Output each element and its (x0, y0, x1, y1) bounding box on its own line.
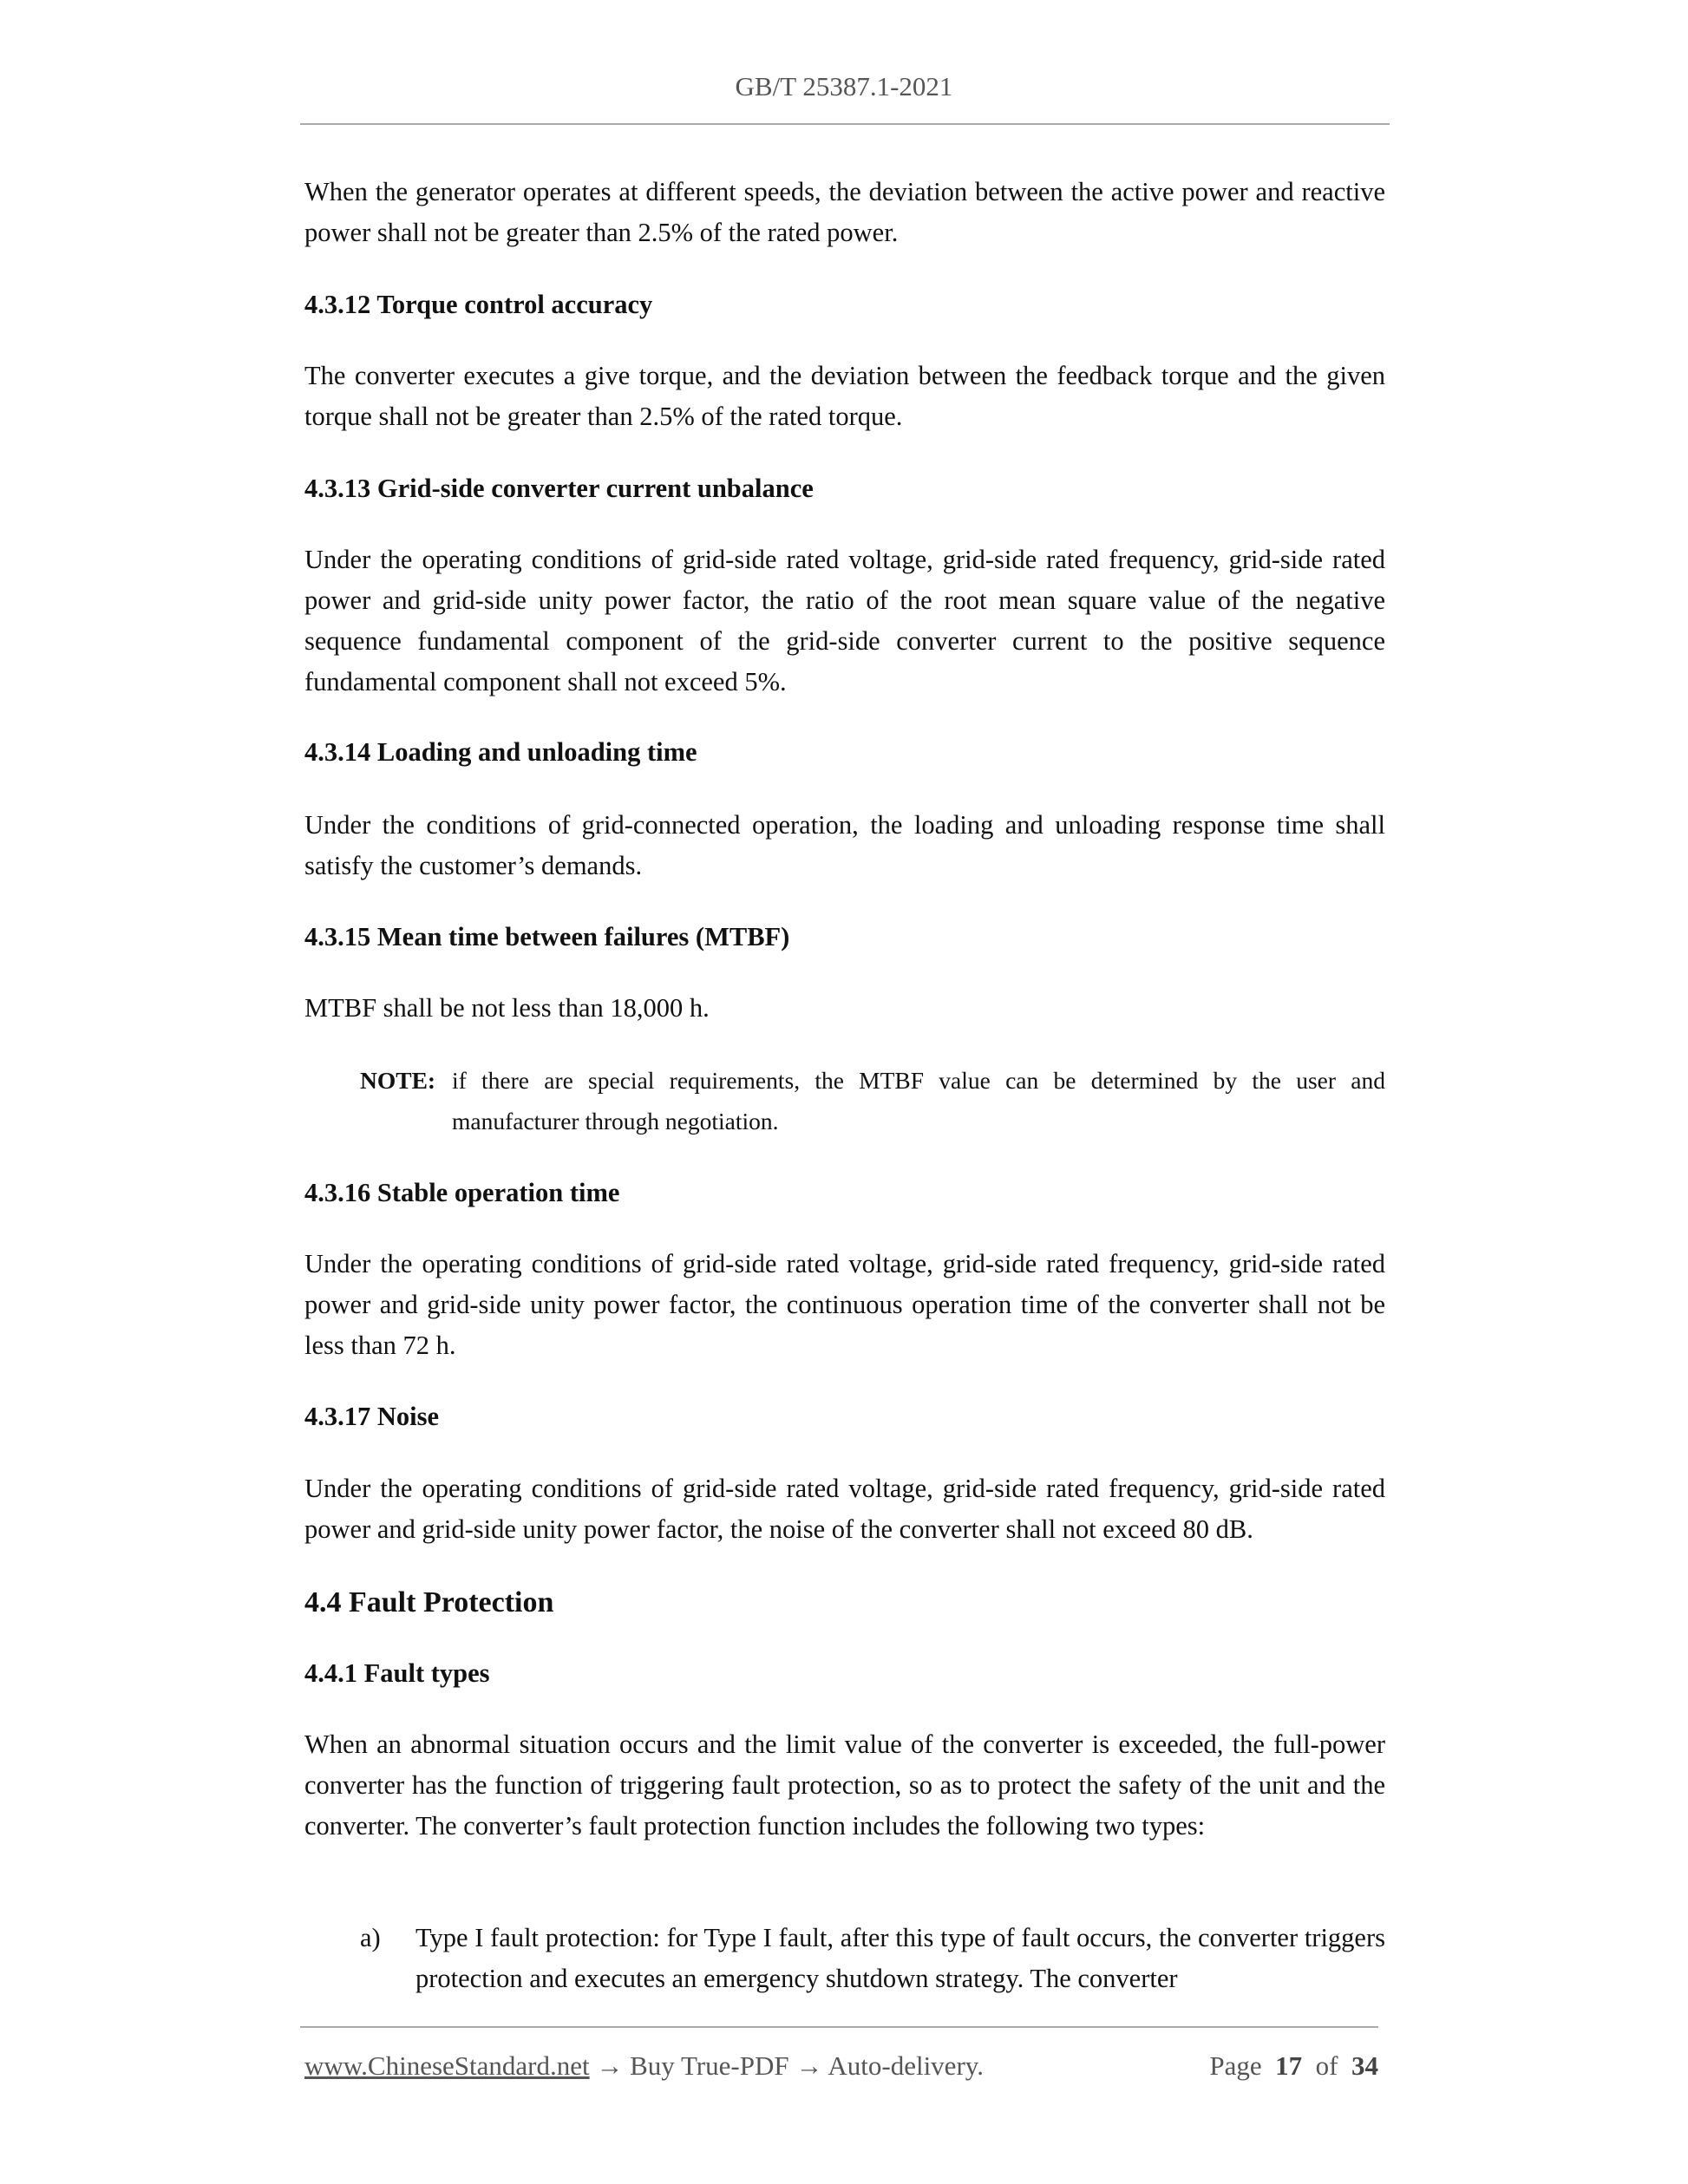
header-divider (300, 123, 1390, 125)
current-page: 17 (1275, 2050, 1303, 2081)
list-item-a (360, 1918, 1385, 1999)
list-item-text: Type I fault protection: for Type I fault, after this type of fault occurs, the converter triggers protection and executes an emergency shutdown strategy. The converter (415, 1923, 1385, 1993)
document-header: GB/T 25387.1-2021 (735, 71, 953, 101)
footer-promo-text: → Buy True-PDF → Auto-delivery. (589, 2050, 984, 2081)
of-word: of (1315, 2050, 1338, 2081)
heading-4-3-16: 4.3.16 Stable operation time (304, 1178, 620, 1207)
footer (304, 2047, 1378, 2085)
heading-4-3-13: 4.3.13 Grid-side converter current unbalance (304, 474, 814, 503)
paragraph: MTBF shall be not less than 18,000 h. (304, 993, 710, 1023)
heading-4-3-15: 4.3.15 Mean time between failures (MTBF) (304, 922, 790, 951)
note-text: if there are special requirements, the MTBF value can be determined by the user and manufacturer through negotiation. (452, 1067, 1385, 1135)
list-marker: a) (360, 1923, 381, 1952)
paragraph: Under the operating conditions of grid-side rated voltage, grid-side rated frequency, grid-side rated power and grid-side unity power factor, the noise of the converter shall not exceed 80 dB. (304, 1474, 1385, 1544)
paragraph: Under the operating conditions of grid-side rated voltage, grid-side rated frequency, grid-side rated power and grid-side unity power factor, the ratio of the root mean square value of the negative sequence fundamental component of the grid-side converter current to the positive sequence fundamental component shall not exceed 5%. (304, 545, 1385, 696)
note (360, 1060, 1385, 1141)
heading-4-4: 4.4 Fault Protection (304, 1586, 554, 1618)
paragraph: When an abnormal situation occurs and the limit value of the converter is exceeded, the full-power converter has the function of triggering fault protection, so as to protect the safety of the unit and the converter. The converter’s fault protection function includes the following two types: (304, 1730, 1385, 1841)
heading-4-3-14: 4.3.14 Loading and unloading time (304, 737, 697, 767)
paragraph: The converter executes a give torque, and the deviation between the feedback torque and the given torque shall not be greater than 2.5% of the rated torque. (304, 361, 1385, 431)
footer-divider (300, 2026, 1378, 2028)
footer-promo (304, 2047, 984, 2085)
website-link[interactable]: www.ChineseStandard.net (304, 2050, 590, 2081)
note-label: NOTE: (360, 1067, 436, 1094)
paragraph: When the generator operates at different speeds, the deviation between the active power and reactive power shall not be greater than 2.5% of the rated power. (304, 177, 1385, 247)
heading-4-4-1: 4.4.1 Fault types (304, 1658, 490, 1688)
heading-4-3-17: 4.3.17 Noise (304, 1402, 440, 1431)
paragraph: Under the operating conditions of grid-side rated voltage, grid-side rated frequency, grid-side rated power and grid-side unity power factor, the continuous operation time of the converter shall not be less than 72 h. (304, 1249, 1385, 1360)
page-indicator (1209, 2047, 1378, 2085)
page-word: Page (1209, 2050, 1262, 2081)
heading-4-3-12: 4.3.12 Torque control accuracy (304, 290, 653, 319)
paragraph: Under the conditions of grid-connected operation, the loading and unloading response time shall satisfy the customer’s demands. (304, 810, 1385, 880)
total-pages: 34 (1351, 2050, 1378, 2081)
